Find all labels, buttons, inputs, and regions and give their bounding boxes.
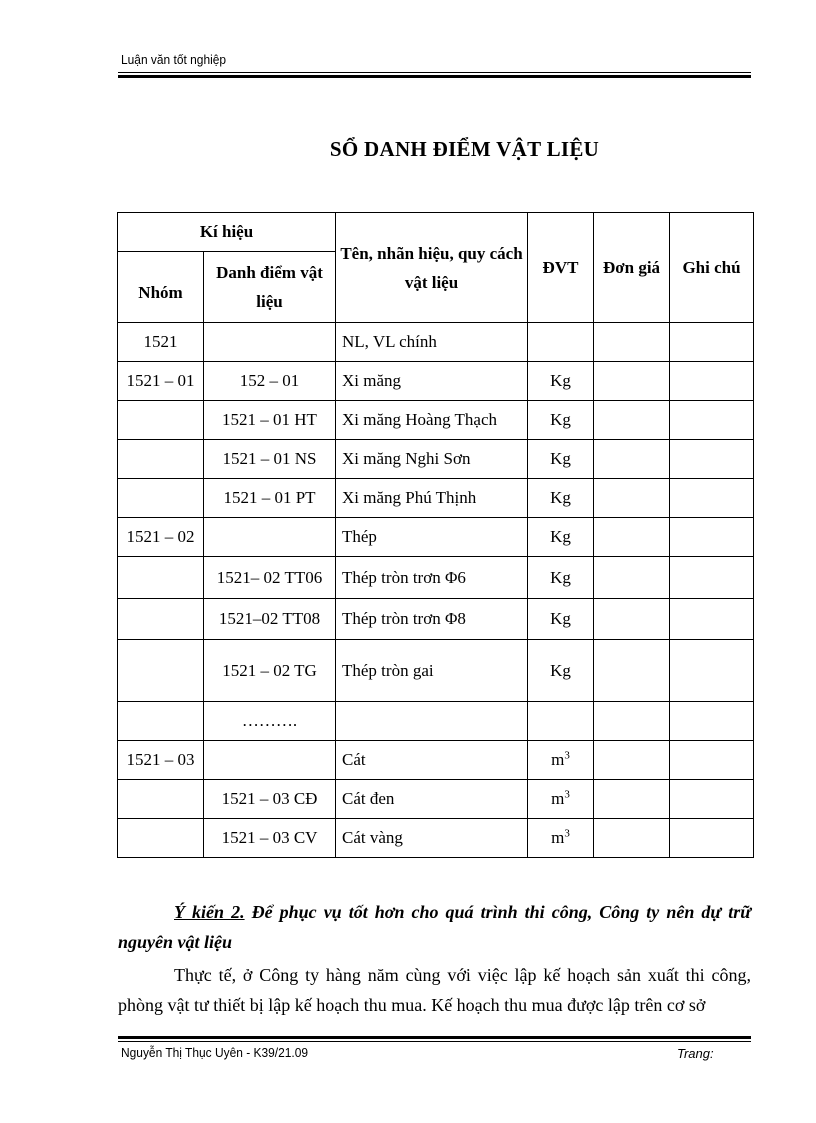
cell-ten: Xi măng xyxy=(336,362,528,401)
cell-ghi-chu xyxy=(670,640,754,702)
footer-rule-thin xyxy=(118,1041,751,1042)
cell-danh-diem: 1521 – 01 NS xyxy=(204,440,336,479)
cell-ghi-chu xyxy=(670,599,754,640)
header-rule-thick xyxy=(118,75,751,78)
header-danh-diem: Danh điểm vật liệu xyxy=(204,252,336,323)
dvt-unit: Kg xyxy=(550,527,571,546)
material-catalog-table xyxy=(117,212,754,858)
cell-ghi-chu xyxy=(670,518,754,557)
cell-danh-diem: 1521 – 02 TG xyxy=(204,640,336,702)
opinion-paragraph xyxy=(118,897,751,957)
dvt-exponent: 3 xyxy=(564,788,570,801)
cell-danh-diem xyxy=(204,741,336,780)
cell-danh-diem: ………. xyxy=(204,702,336,741)
cell-don-gia xyxy=(594,780,670,819)
body-text: Thực tế, ở Công ty hàng năm cùng với việc lập kế hoạch sản xuất thi công, phòng vật tư thiết bị lập kế hoạch thu mua. Kế hoạch thu mua được lập trên cơ sở xyxy=(118,965,751,1015)
cell-dvt xyxy=(528,440,594,479)
cell-danh-diem: 1521 – 03 CV xyxy=(204,819,336,858)
cell-nhom: 1521 – 01 xyxy=(118,362,204,401)
cell-dvt xyxy=(528,518,594,557)
dvt-exponent: 3 xyxy=(564,749,570,762)
dvt-unit: Kg xyxy=(550,660,571,680)
opinion-text: Để phục vụ tốt hơn cho quá trình thi công, Công ty nên dự trữ nguyên vật liệu xyxy=(118,902,751,952)
header-ki-hieu: Kí hiệu xyxy=(118,213,336,252)
table-row xyxy=(118,702,754,741)
cell-nhom xyxy=(118,557,204,599)
cell-ghi-chu xyxy=(670,362,754,401)
cell-nhom xyxy=(118,440,204,479)
header-nhom: Nhóm xyxy=(118,252,204,323)
cell-nhom xyxy=(118,640,204,702)
cell-dvt xyxy=(528,599,594,640)
header-ten: Tên, nhãn hiệu, quy cách vật liệu xyxy=(336,213,528,323)
cell-ten: Thép xyxy=(336,518,528,557)
table-row xyxy=(118,557,754,599)
header-don-gia: Đơn giá xyxy=(594,213,670,323)
dvt-exponent: 3 xyxy=(564,827,570,840)
dvt-unit: Kg xyxy=(550,449,571,468)
cell-dvt xyxy=(528,479,594,518)
dvt-unit: Kg xyxy=(550,609,571,628)
dvt-unit: m xyxy=(551,750,565,769)
cell-nhom: 1521 – 02 xyxy=(118,518,204,557)
page-title: SỔ DANH ĐIỂM VẬT LIỆU xyxy=(329,137,600,161)
cell-danh-diem xyxy=(204,518,336,557)
dvt-unit: m xyxy=(551,789,565,808)
cell-dvt xyxy=(528,323,594,362)
cell-dvt xyxy=(528,401,594,440)
cell-dvt xyxy=(528,362,594,401)
header-rule-thin xyxy=(118,72,751,73)
table-row xyxy=(118,362,754,401)
table-row xyxy=(118,780,754,819)
cell-nhom xyxy=(118,819,204,858)
cell-dvt xyxy=(528,557,594,599)
cell-nhom xyxy=(118,780,204,819)
cell-ten: Xi măng Phú Thịnh xyxy=(336,479,528,518)
dvt-unit: Kg xyxy=(550,371,571,390)
table-row xyxy=(118,440,754,479)
dvt-unit: Kg xyxy=(550,567,571,587)
table-row xyxy=(118,323,754,362)
cell-don-gia xyxy=(594,640,670,702)
cell-ten: Xi măng Hoàng Thạch xyxy=(336,401,528,440)
footer-author: Nguyễn Thị Thục Uyên - K39/21.09 xyxy=(121,1045,309,1060)
cell-don-gia xyxy=(594,819,670,858)
table-row xyxy=(118,819,754,858)
dvt-unit: Kg xyxy=(550,410,571,429)
footer-page-label: Trang: xyxy=(677,1046,714,1061)
header-ghi-chu: Ghi chú xyxy=(670,213,754,323)
cell-danh-diem: 1521 – 03 CĐ xyxy=(204,780,336,819)
cell-ten: Thép tròn gai xyxy=(336,640,528,702)
cell-ghi-chu xyxy=(670,479,754,518)
cell-dvt xyxy=(528,640,594,702)
cell-don-gia xyxy=(594,599,670,640)
cell-ten: Cát đen xyxy=(336,780,528,819)
cell-ghi-chu xyxy=(670,557,754,599)
dvt-unit: Kg xyxy=(550,488,571,507)
footer-rule-thick xyxy=(118,1036,751,1039)
cell-don-gia xyxy=(594,741,670,780)
cell-don-gia xyxy=(594,440,670,479)
cell-ghi-chu xyxy=(670,440,754,479)
cell-ten: Cát vàng xyxy=(336,819,528,858)
cell-don-gia xyxy=(594,362,670,401)
cell-nhom xyxy=(118,479,204,518)
running-header: Luận văn tốt nghiệp xyxy=(121,52,227,67)
cell-ten: Cát xyxy=(336,741,528,780)
cell-ghi-chu xyxy=(670,819,754,858)
cell-dvt xyxy=(528,702,594,741)
cell-dvt xyxy=(528,741,594,780)
cell-danh-diem xyxy=(204,323,336,362)
opinion-lead: Ý kiến 2. xyxy=(174,902,245,922)
cell-nhom xyxy=(118,702,204,741)
cell-nhom xyxy=(118,599,204,640)
body-paragraph xyxy=(118,960,751,1020)
cell-danh-diem: 1521 – 01 PT xyxy=(204,479,336,518)
cell-ghi-chu xyxy=(670,323,754,362)
cell-ten xyxy=(336,702,528,741)
cell-don-gia xyxy=(594,401,670,440)
cell-ghi-chu xyxy=(670,780,754,819)
cell-dvt xyxy=(528,819,594,858)
table-row xyxy=(118,518,754,557)
table-row xyxy=(118,599,754,640)
cell-nhom: 1521 – 03 xyxy=(118,741,204,780)
cell-ghi-chu xyxy=(670,741,754,780)
cell-don-gia xyxy=(594,323,670,362)
cell-dvt xyxy=(528,780,594,819)
cell-ghi-chu xyxy=(670,401,754,440)
cell-danh-diem: 1521– 02 TT06 xyxy=(204,557,336,599)
cell-ten: NL, VL chính xyxy=(336,323,528,362)
cell-nhom: 1521 xyxy=(118,323,204,362)
cell-don-gia xyxy=(594,518,670,557)
cell-don-gia xyxy=(594,702,670,741)
header-dvt: ĐVT xyxy=(528,213,594,323)
table-row xyxy=(118,640,754,702)
dvt-unit: m xyxy=(551,828,565,847)
table-row xyxy=(118,741,754,780)
table-row xyxy=(118,401,754,440)
cell-danh-diem: 152 – 01 xyxy=(204,362,336,401)
cell-don-gia xyxy=(594,557,670,599)
cell-nhom xyxy=(118,401,204,440)
cell-danh-diem: 1521–02 TT08 xyxy=(204,599,336,640)
table-row xyxy=(118,479,754,518)
cell-ten: Thép tròn trơn Φ6 xyxy=(336,557,528,599)
cell-ten: Xi măng Nghi Sơn xyxy=(336,440,528,479)
cell-don-gia xyxy=(594,479,670,518)
cell-danh-diem: 1521 – 01 HT xyxy=(204,401,336,440)
cell-ten: Thép tròn trơn Φ8 xyxy=(336,599,528,640)
cell-ghi-chu xyxy=(670,702,754,741)
